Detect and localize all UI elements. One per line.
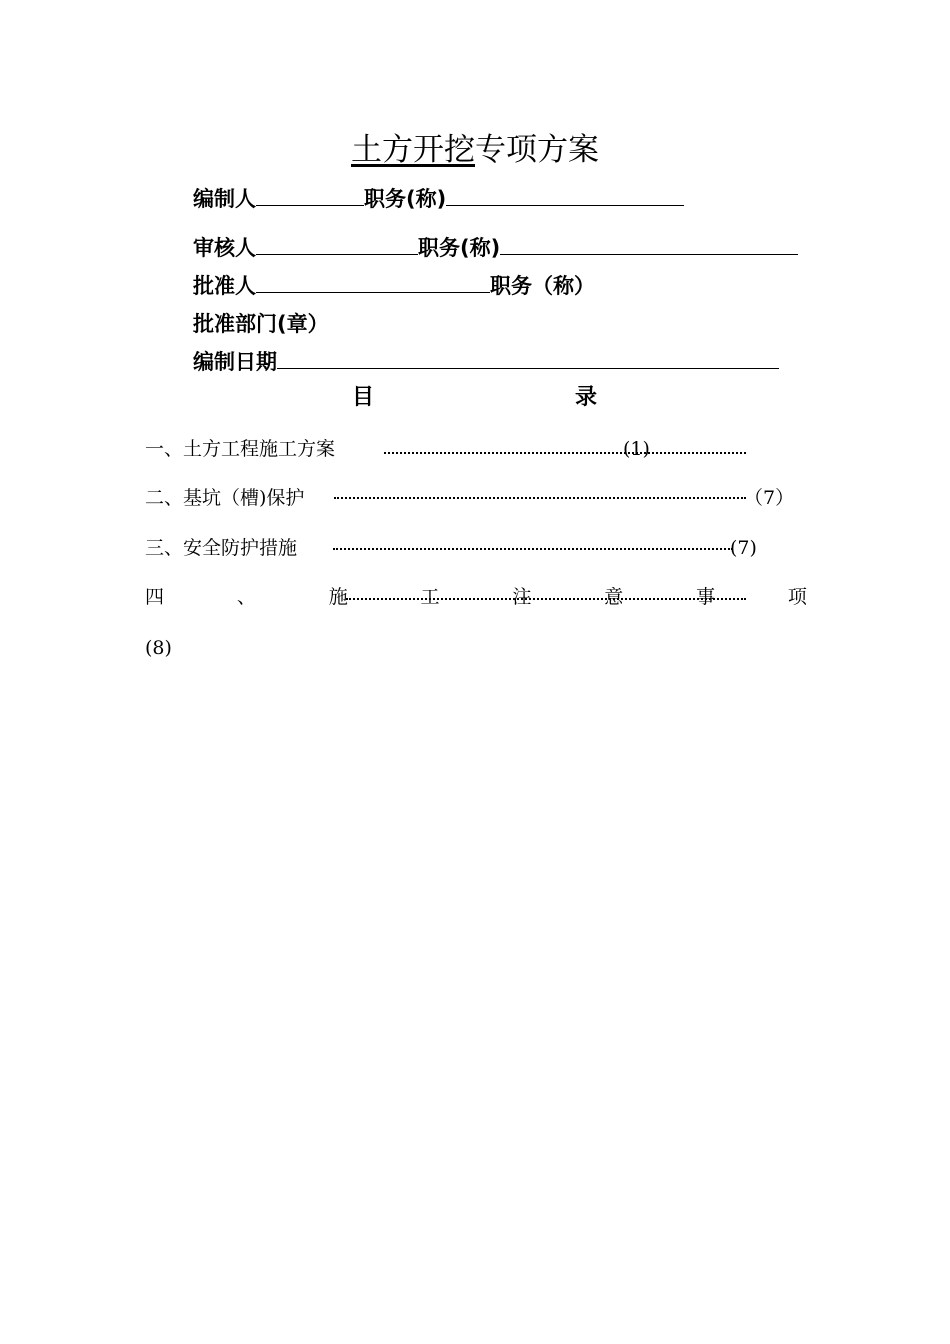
date-blank[interactable] [277, 348, 779, 369]
toc-item-4-char: 注 [512, 586, 532, 608]
position-blank-2[interactable] [500, 234, 798, 255]
toc-leader-1 [384, 452, 746, 454]
toc-item-2[interactable]: 二、基坑（槽)保护 [145, 487, 305, 509]
toc-item-4-char: 事 [696, 586, 716, 608]
toc-page-4: (8) [145, 637, 172, 659]
toc-heading-right: 录 [575, 385, 598, 410]
reviewer-blank[interactable] [256, 234, 418, 255]
compiler-blank[interactable] [256, 185, 364, 206]
title-underlined: 土方开挖 [351, 132, 475, 168]
position-blank-1[interactable] [446, 185, 684, 206]
toc-item-4-char: 施 [328, 586, 348, 608]
toc-item-4-char: 意 [604, 586, 624, 608]
toc-heading-left: 目 [352, 385, 375, 410]
toc-item-4-char: 、 [236, 586, 256, 608]
toc-page-2: （7） [744, 487, 795, 509]
approve-dept-label: 批准部门(章） [193, 312, 329, 336]
toc-item-4-char: 四 [145, 586, 165, 608]
approver-label: 批准人 [193, 274, 256, 298]
date-row [193, 348, 779, 376]
reviewer-label: 审核人 [193, 236, 256, 260]
toc-page-1: (1) [623, 438, 650, 460]
position-label-3: 职务（称） [490, 274, 595, 298]
reviewer-row [193, 234, 798, 262]
toc-leader-3 [333, 548, 733, 550]
toc-item-1[interactable]: 一、土方工程施工方案 [145, 438, 336, 460]
approver-row [193, 272, 595, 300]
toc-page-3: (7) [730, 537, 757, 559]
toc-item-4-char: 工 [420, 586, 440, 608]
toc-item-3[interactable]: 三、安全防护措施 [145, 537, 298, 559]
toc-leader-2 [334, 497, 746, 499]
toc-item-4[interactable] [145, 583, 807, 611]
approve-dept-row [193, 310, 329, 338]
compiler-label: 编制人 [193, 187, 256, 211]
position-label-1: 职务(称) [364, 187, 447, 211]
approver-blank[interactable] [256, 272, 490, 293]
compiler-row [193, 185, 684, 213]
toc-item-4-char: 项 [787, 586, 807, 608]
title-rest: 专项方案 [475, 132, 599, 168]
document-title [0, 128, 950, 172]
date-label: 编制日期 [193, 350, 277, 374]
position-label-2: 职务(称) [418, 236, 501, 260]
